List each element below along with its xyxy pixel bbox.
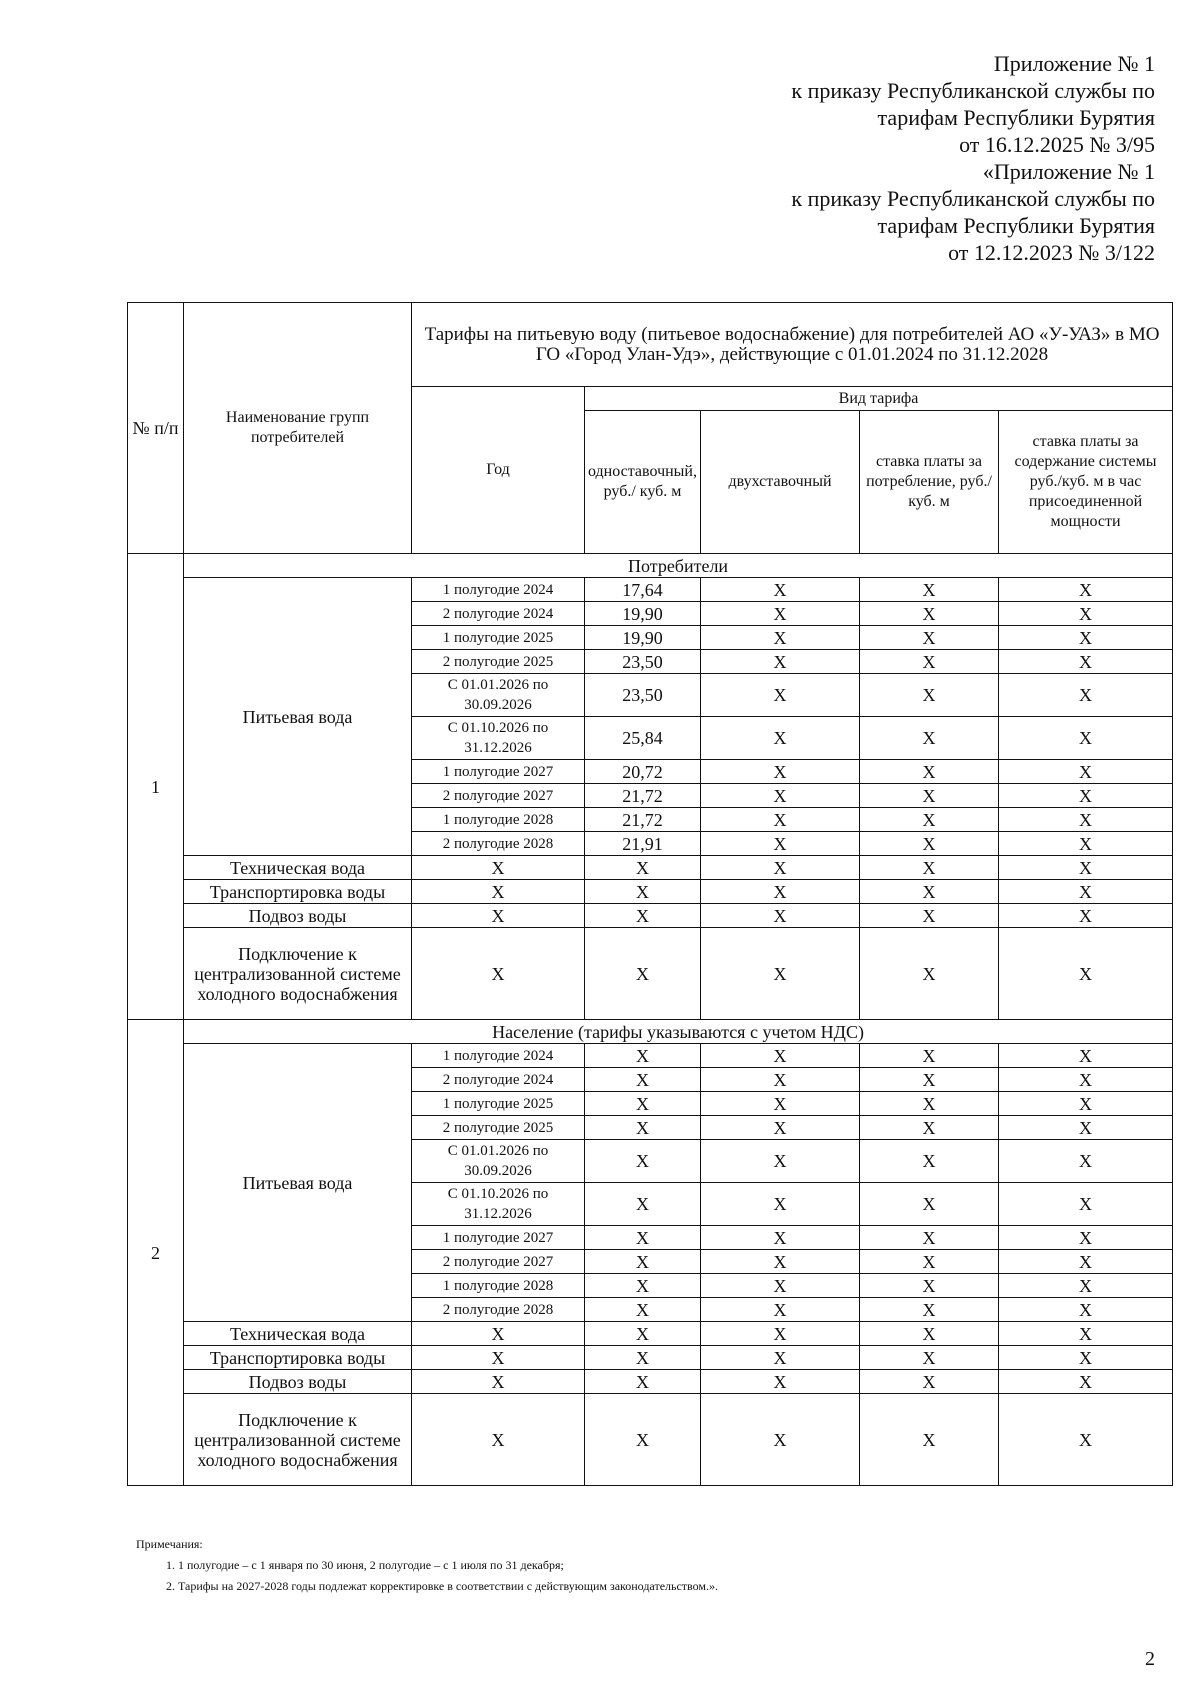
x-cell: X <box>412 880 585 904</box>
x-cell: X <box>701 1370 860 1394</box>
consumption-rate-value: X <box>860 717 999 760</box>
maintenance-rate-value: X <box>999 1068 1173 1092</box>
service-delivery-label: Подвоз воды <box>184 904 412 928</box>
two-rate-value: X <box>701 626 860 650</box>
drinking-water-label: Питьевая вода <box>184 1044 412 1322</box>
single-rate-value: 23,50 <box>585 650 701 674</box>
table-row <box>128 1346 1173 1370</box>
two-rate-value: X <box>701 832 860 856</box>
period-cell: 1 полугодие 2027 <box>412 760 585 784</box>
col-header-group-name: Наименование групп потребителей <box>184 303 412 554</box>
two-rate-value: X <box>701 1183 860 1226</box>
two-rate-value: X <box>701 1092 860 1116</box>
consumption-rate-value: X <box>860 602 999 626</box>
period-cell: 2 полугодие 2025 <box>412 650 585 674</box>
maintenance-rate-value: X <box>999 602 1173 626</box>
col-header-tariff-type: Вид тарифа <box>585 387 1173 411</box>
consumption-rate-value: X <box>860 626 999 650</box>
tariff-table <box>127 302 1173 1486</box>
table-row <box>128 1370 1173 1394</box>
period-cell: 2 полугодие 2028 <box>412 1298 585 1322</box>
consumption-rate-value: X <box>860 760 999 784</box>
group-title: Потребители <box>184 554 1173 578</box>
notes-title: Примечания: <box>136 1537 203 1551</box>
single-rate-value: X <box>585 1092 701 1116</box>
period-cell: 2 полугодие 2028 <box>412 832 585 856</box>
table-row <box>128 1044 1173 1068</box>
two-rate-value: X <box>701 1140 860 1183</box>
x-cell: X <box>999 1394 1173 1486</box>
header-line: к приказу Республиканской службы по <box>791 186 1155 211</box>
single-rate-value: X <box>585 1226 701 1250</box>
x-cell: X <box>860 1394 999 1486</box>
col-header-year: Год <box>412 387 585 554</box>
x-cell: X <box>585 928 701 1020</box>
col-header-maintenance-rate: ставка платы за содержание системы руб./куб. м в час присоединенной мощности <box>999 411 1173 554</box>
x-cell: X <box>585 904 701 928</box>
drinking-water-label: Питьевая вода <box>184 578 412 856</box>
maintenance-rate-value: X <box>999 784 1173 808</box>
maintenance-rate-value: X <box>999 832 1173 856</box>
single-rate-value: 25,84 <box>585 717 701 760</box>
maintenance-rate-value: X <box>999 1183 1173 1226</box>
single-rate-value: X <box>585 1298 701 1322</box>
consumption-rate-value: X <box>860 1183 999 1226</box>
consumption-rate-value: X <box>860 808 999 832</box>
x-cell: X <box>701 1322 860 1346</box>
two-rate-value: X <box>701 1250 860 1274</box>
consumption-rate-value: X <box>860 1140 999 1183</box>
period-cell: 2 полугодие 2027 <box>412 784 585 808</box>
two-rate-value: X <box>701 1298 860 1322</box>
single-rate-value: X <box>585 1250 701 1274</box>
x-cell: X <box>860 1322 999 1346</box>
header-line: от 12.12.2023 № 3/122 <box>948 240 1155 265</box>
maintenance-rate-value: X <box>999 1250 1173 1274</box>
consumption-rate-value: X <box>860 832 999 856</box>
maintenance-rate-value: X <box>999 1140 1173 1183</box>
period-cell: 1 полугодие 2028 <box>412 1274 585 1298</box>
period-cell: 2 полугодие 2024 <box>412 602 585 626</box>
maintenance-rate-value: X <box>999 1092 1173 1116</box>
x-cell: X <box>585 1370 701 1394</box>
x-cell: X <box>701 1394 860 1486</box>
x-cell: X <box>701 856 860 880</box>
table-row <box>128 1020 1173 1044</box>
two-rate-value: X <box>701 1226 860 1250</box>
page-number: 2 <box>1145 1648 1155 1670</box>
maintenance-rate-value: X <box>999 626 1173 650</box>
row-number: 1 <box>128 554 184 1020</box>
single-rate-value: 20,72 <box>585 760 701 784</box>
service-connection-label: Подключение к централизованной системе холодного водоснабжения <box>184 928 412 1020</box>
period-cell: 1 полугодие 2025 <box>412 1092 585 1116</box>
header-line: «Приложение № 1 <box>982 159 1155 184</box>
maintenance-rate-value: X <box>999 578 1173 602</box>
service-technical-label: Техническая вода <box>184 856 412 880</box>
single-rate-value: 21,72 <box>585 808 701 832</box>
maintenance-rate-value: X <box>999 1044 1173 1068</box>
two-rate-value: X <box>701 578 860 602</box>
x-cell: X <box>999 904 1173 928</box>
consumption-rate-value: X <box>860 1250 999 1274</box>
x-cell: X <box>860 880 999 904</box>
x-cell: X <box>999 1370 1173 1394</box>
period-cell: 2 полугодие 2024 <box>412 1068 585 1092</box>
single-rate-value: X <box>585 1140 701 1183</box>
period-cell: 2 полугодие 2025 <box>412 1116 585 1140</box>
maintenance-rate-value: X <box>999 808 1173 832</box>
x-cell: X <box>999 1346 1173 1370</box>
x-cell: X <box>585 1346 701 1370</box>
service-technical-label: Техническая вода <box>184 1322 412 1346</box>
x-cell: X <box>412 904 585 928</box>
two-rate-value: X <box>701 760 860 784</box>
consumption-rate-value: X <box>860 674 999 717</box>
x-cell: X <box>701 928 860 1020</box>
x-cell: X <box>412 1394 585 1486</box>
single-rate-value: X <box>585 1068 701 1092</box>
x-cell: X <box>860 856 999 880</box>
consumption-rate-value: X <box>860 650 999 674</box>
single-rate-value: 19,90 <box>585 626 701 650</box>
maintenance-rate-value: X <box>999 760 1173 784</box>
consumption-rate-value: X <box>860 1116 999 1140</box>
header-line: тарифам Республики Бурятия <box>877 105 1155 130</box>
period-cell: 2 полугодие 2027 <box>412 1250 585 1274</box>
period-cell: 1 полугодие 2027 <box>412 1226 585 1250</box>
service-delivery-label: Подвоз воды <box>184 1370 412 1394</box>
two-rate-value: X <box>701 1068 860 1092</box>
x-cell: X <box>412 1322 585 1346</box>
consumption-rate-value: X <box>860 1298 999 1322</box>
x-cell: X <box>860 928 999 1020</box>
two-rate-value: X <box>701 650 860 674</box>
two-rate-value: X <box>701 674 860 717</box>
service-transport-label: Транспортировка воды <box>184 1346 412 1370</box>
consumption-rate-value: X <box>860 1274 999 1298</box>
x-cell: X <box>701 904 860 928</box>
consumption-rate-value: X <box>860 1092 999 1116</box>
period-cell: С 01.10.2026 по 31.12.2026 <box>412 1183 585 1226</box>
single-rate-value: X <box>585 1044 701 1068</box>
consumption-rate-value: X <box>860 784 999 808</box>
x-cell: X <box>999 880 1173 904</box>
period-cell: 1 полугодие 2024 <box>412 578 585 602</box>
single-rate-value: 21,72 <box>585 784 701 808</box>
consumption-rate-value: X <box>860 1044 999 1068</box>
service-transport-label: Транспортировка воды <box>184 880 412 904</box>
maintenance-rate-value: X <box>999 717 1173 760</box>
x-cell: X <box>701 880 860 904</box>
two-rate-value: X <box>701 1044 860 1068</box>
table-row <box>128 856 1173 880</box>
single-rate-value: 21,91 <box>585 832 701 856</box>
col-header-number: № п/п <box>128 303 184 554</box>
table-title: Тарифы на питьевую воду (питьевое водоснабжение) для потребителей АО «У-УАЗ» в МО ГО «Город Улан-Удэ», действующие с 01.01.2024 по 31.12.2028 <box>412 303 1173 387</box>
period-cell: 1 полугодие 2025 <box>412 626 585 650</box>
consumption-rate-value: X <box>860 578 999 602</box>
group-title: Население (тарифы указываются с учетом НДС) <box>184 1020 1173 1044</box>
x-cell: X <box>412 856 585 880</box>
x-cell: X <box>585 1394 701 1486</box>
single-rate-value: X <box>585 1116 701 1140</box>
single-rate-value: X <box>585 1274 701 1298</box>
x-cell: X <box>860 904 999 928</box>
x-cell: X <box>860 1370 999 1394</box>
col-header-consumption-rate: ставка платы за потребление, руб./ куб. м <box>860 411 999 554</box>
maintenance-rate-value: X <box>999 650 1173 674</box>
x-cell: X <box>860 1346 999 1370</box>
period-cell: 1 полугодие 2024 <box>412 1044 585 1068</box>
single-rate-value: X <box>585 1183 701 1226</box>
note-item: 2. Тарифы на 2027-2028 годы подлежат корректировке в соответствии с действующим законодательством.». <box>166 1579 718 1593</box>
two-rate-value: X <box>701 1274 860 1298</box>
consumption-rate-value: X <box>860 1226 999 1250</box>
table-row <box>128 1322 1173 1346</box>
x-cell: X <box>412 1370 585 1394</box>
period-cell: С 01.01.2026 по 30.09.2026 <box>412 674 585 717</box>
x-cell: X <box>999 1322 1173 1346</box>
single-rate-value: 17,64 <box>585 578 701 602</box>
table-row <box>128 1394 1173 1486</box>
x-cell: X <box>999 856 1173 880</box>
period-cell: С 01.01.2026 по 30.09.2026 <box>412 1140 585 1183</box>
x-cell: X <box>585 856 701 880</box>
single-rate-value: 19,90 <box>585 602 701 626</box>
two-rate-value: X <box>701 717 860 760</box>
document-header <box>515 50 1155 266</box>
header-line: тарифам Республики Бурятия <box>877 213 1155 238</box>
maintenance-rate-value: X <box>999 674 1173 717</box>
col-header-single-rate: одноставочный, руб./ куб. м <box>585 411 701 554</box>
maintenance-rate-value: X <box>999 1116 1173 1140</box>
maintenance-rate-value: X <box>999 1298 1173 1322</box>
header-line: Приложение № 1 <box>993 51 1155 76</box>
table-row <box>128 578 1173 602</box>
table-row <box>128 928 1173 1020</box>
x-cell: X <box>701 1346 860 1370</box>
col-header-two-rate: двухставочный <box>701 411 860 554</box>
maintenance-rate-value: X <box>999 1226 1173 1250</box>
consumption-rate-value: X <box>860 1068 999 1092</box>
x-cell: X <box>412 928 585 1020</box>
two-rate-value: X <box>701 1116 860 1140</box>
two-rate-value: X <box>701 602 860 626</box>
notes <box>136 1534 718 1597</box>
single-rate-value: 23,50 <box>585 674 701 717</box>
header-line: к приказу Республиканской службы по <box>791 78 1155 103</box>
table-row <box>128 554 1173 578</box>
maintenance-rate-value: X <box>999 1274 1173 1298</box>
x-cell: X <box>585 880 701 904</box>
two-rate-value: X <box>701 784 860 808</box>
period-cell: 1 полугодие 2028 <box>412 808 585 832</box>
x-cell: X <box>585 1322 701 1346</box>
row-number: 2 <box>128 1020 184 1486</box>
service-connection-label: Подключение к централизованной системе холодного водоснабжения <box>184 1394 412 1486</box>
two-rate-value: X <box>701 808 860 832</box>
x-cell: X <box>999 928 1173 1020</box>
header-line: от 16.12.2025 № 3/95 <box>959 132 1155 157</box>
period-cell: С 01.10.2026 по 31.12.2026 <box>412 717 585 760</box>
x-cell: X <box>412 1346 585 1370</box>
note-item: 1. 1 полугодие – с 1 января по 30 июня, 2 полугодие – с 1 июля по 31 декабря; <box>166 1558 564 1572</box>
table-row <box>128 880 1173 904</box>
table-row <box>128 904 1173 928</box>
